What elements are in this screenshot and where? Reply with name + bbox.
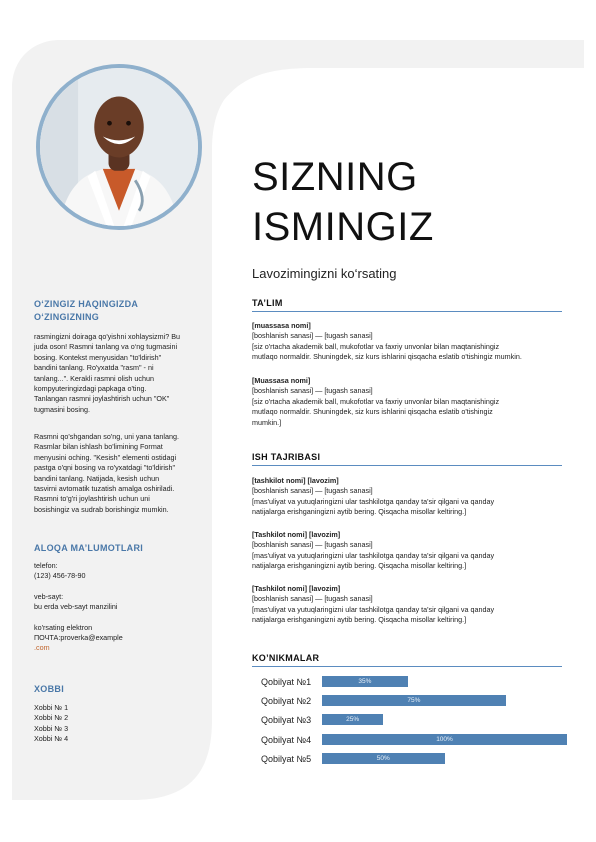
skill-label: Qobilyat №3 — [261, 715, 312, 725]
entry-dates: [boshlanish sanasi] — [tugash sanasi] — [252, 486, 373, 496]
hobby-item: Xobbi № 3 — [34, 723, 69, 733]
phone-value[interactable]: (123) 456-78-90 — [34, 571, 86, 581]
skill-level-bar: 75% — [322, 695, 506, 706]
skills-header — [252, 653, 562, 667]
about-line: pastga o'qni bosing va ro'yxatdagi "to'ldirish" — [34, 463, 176, 473]
skill-level-bar: 25% — [322, 714, 383, 725]
about-line: bosing. Kontekst menyusidan "to'ldirish" — [34, 352, 162, 362]
contact-title: ALOQA MA’LUMOTLARI — [34, 543, 144, 553]
about-title-line-2: O‘ZINGIZNING — [34, 312, 100, 322]
about-section-title — [34, 298, 206, 324]
section-divider — [252, 465, 562, 466]
about-line: bandini tanlang. Natijada, kesish uchun — [34, 473, 160, 483]
about-line: tugmasini bosing. — [34, 404, 90, 414]
education-entry — [252, 321, 562, 363]
about-line: tanlang...". Kerakli rasmni olish uchun — [34, 373, 155, 383]
section-divider — [252, 666, 562, 667]
about-title-line-1: O‘ZINGIZ HAQINGIZDA — [34, 299, 139, 309]
organization-name: [Tashkilot nomi] [lavozim] — [252, 584, 341, 593]
entry-description: natijalarga erishganingizni aytib bering. Qisqacha misollar keltiring.] — [252, 561, 467, 571]
about-line: Rasmni qo'shgandan so'ng, uni yana tanlang. — [34, 432, 179, 441]
organization-name: [Tashkilot nomi] [lavozim] — [252, 530, 341, 539]
about-paragraph-1 — [34, 332, 206, 415]
entry-dates: [boshlanish sanasi] — [tugash sanasi] — [252, 386, 373, 396]
entry-description: mutlaqo normaldir. Shuningdek, siz kurs ishlarini qisqacha eslatib o'tishingiz — [252, 407, 493, 417]
hobby-item: Xobbi № 2 — [34, 713, 69, 723]
about-line: kompyuteringizdagi papkaga o'ting. — [34, 384, 147, 394]
about-paragraph-2 — [34, 432, 206, 515]
about-line: rasmingizni doiraga qo'yishni xohlaysizmi? Bu — [34, 332, 180, 341]
entry-dates: [boshlanish sanasi] — [tugash sanasi] — [252, 594, 373, 604]
experience-title: ISH TAJRIBASI — [252, 452, 321, 462]
experience-entry — [252, 476, 562, 518]
phone-label: telefon: — [34, 561, 58, 570]
organization-name: [tashkilot nomi] [lavozim] — [252, 476, 339, 485]
email-label: ko'rsating elektron — [34, 622, 93, 632]
hobby-title: XOBBI — [34, 684, 65, 694]
education-title: TA’LIM — [252, 298, 283, 308]
email-value[interactable]: ПОЧТА:proverka@example — [34, 633, 123, 643]
entry-description: [mas'uliyat va yutuqlaringizni ular tashkilotga qanday ta'sir qilgani va qanday — [252, 604, 495, 614]
education-header — [252, 298, 562, 312]
hobby-list — [34, 703, 206, 745]
section-divider — [252, 311, 562, 312]
entry-description: [siz o'rtacha akademik ball, mukofotlar va faxriy unvonlar bilan maqtanishingiz — [252, 341, 500, 351]
institution-name: [Muassasa nomi] — [252, 376, 311, 385]
email-link-tail[interactable]: .com — [34, 643, 50, 653]
about-line: tasvirni avtomatik tuzatish amalga oshiriladi. — [34, 484, 175, 494]
skill-level-bar: 50% — [322, 753, 445, 764]
entry-dates: [boshlanish sanasi] — [tugash sanasi] — [252, 540, 373, 550]
about-line: bosishingiz va sudrab borishingiz mumkin. — [34, 504, 169, 514]
hobby-item: Xobbi № 4 — [34, 734, 69, 744]
name-line-1: SIZNING — [252, 155, 418, 199]
entry-description: [mas'uliyat va yutuqlaringizni ular tashkilotga qanday ta'sir qilgani va qanday — [252, 550, 495, 560]
hobby-item: Xobbi № 1 — [34, 703, 69, 712]
skill-label: Qobilyat №5 — [261, 754, 312, 764]
entry-dates: [boshlanish sanasi] — [tugash sanasi] — [252, 331, 373, 341]
skill-label: Qobilyat №4 — [261, 735, 312, 745]
candidate-name — [252, 152, 434, 252]
entry-description: [siz o'rtacha akademik ball, mukofotlar va faxriy unvonlar bilan maqtanishingiz — [252, 396, 500, 406]
about-line: menyusini oching. "Kesish" elementi ostidagi — [34, 452, 177, 462]
experience-entry — [252, 584, 562, 626]
institution-name: [muassasa nomi] — [252, 321, 311, 330]
education-entry — [252, 376, 562, 428]
about-line: bandini tanlang. Ro'yxatda "rasm" - ni — [34, 363, 154, 373]
contact-section-title — [34, 542, 206, 555]
skill-label: Qobilyat №2 — [261, 696, 312, 706]
skill-level-bar: 100% — [322, 734, 567, 745]
website-label: veb-sayt: — [34, 591, 64, 601]
website-value[interactable]: bu erda veb-sayt manzilini — [34, 602, 118, 612]
hobby-section-title — [34, 683, 206, 696]
profile-photo[interactable] — [36, 64, 202, 230]
contact-details — [34, 561, 206, 654]
skill-label: Qobilyat №1 — [261, 677, 312, 687]
about-line: Rasmlar bilan ishlash bo'limining Format — [34, 442, 163, 452]
about-line: Tanlangan rasmni joylashtirish uchun "OK" — [34, 394, 170, 404]
entry-description: natijalarga erishganingizni aytib bering. Qisqacha misollar keltiring.] — [252, 615, 467, 625]
name-line-2: ISMINGIZ — [252, 205, 434, 249]
skill-level-bar: 35% — [322, 676, 408, 687]
entry-description: [mas'uliyat va yutuqlaringizni ular tashkilotga qanday ta'sir qilgani va qanday — [252, 496, 495, 506]
entry-description: mumkin.] — [252, 417, 282, 427]
experience-entry — [252, 530, 562, 572]
about-line: Rasmni to'g'ri joylashtirish uchun uni — [34, 494, 150, 504]
about-line: juda oson! Rasmni tanlang va o‘ng tugmasini — [34, 342, 178, 352]
skills-title: KO’NIKMALAR — [252, 653, 320, 663]
job-title: Lavozimingizni ko‘rsating — [252, 266, 397, 281]
entry-description: natijalarga erishganingizni aytib bering. Qisqacha misollar keltiring.] — [252, 507, 467, 517]
experience-header — [252, 452, 562, 466]
entry-description: mutlaqo normaldir. Shuningdek, siz kurs ishlarini qisqacha eslatib o'tishingiz mumkin. — [252, 352, 522, 362]
